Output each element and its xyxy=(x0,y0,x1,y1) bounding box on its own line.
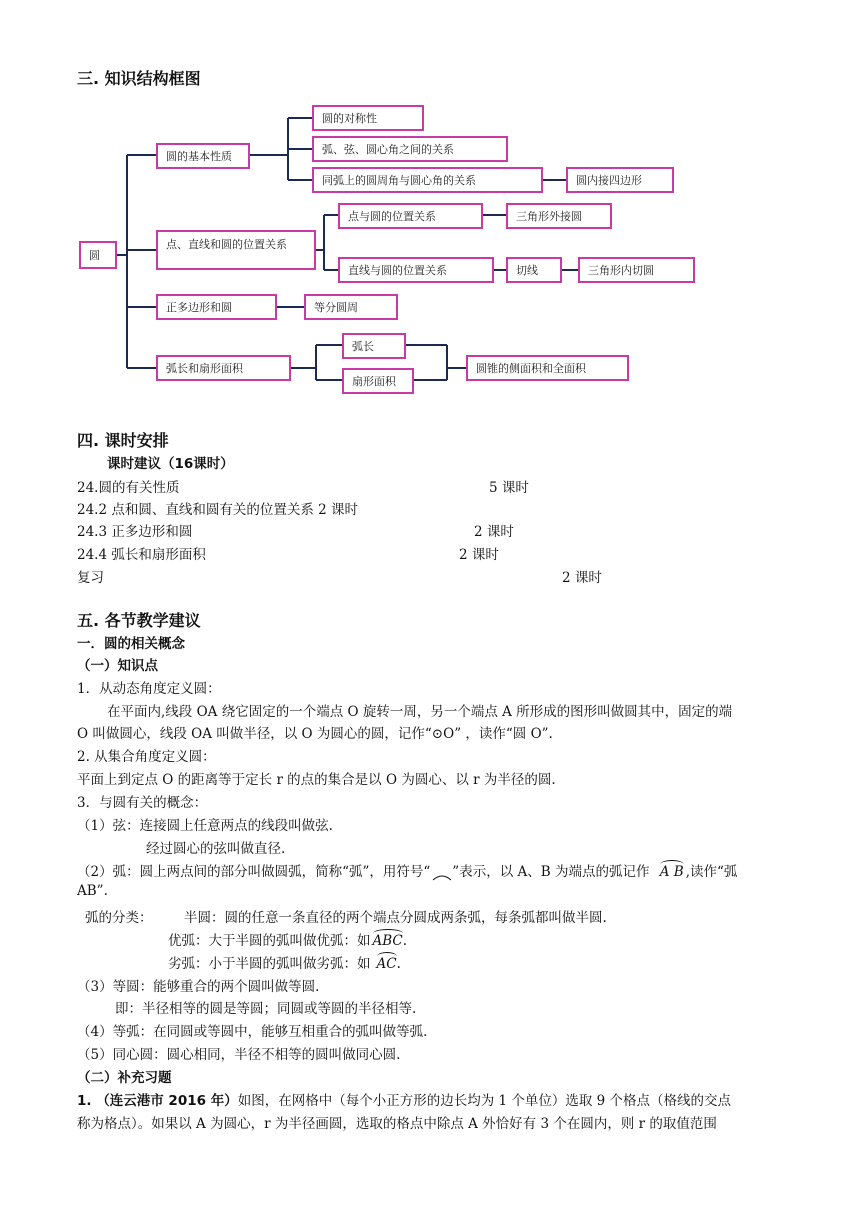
related-concepts-heading: 3．与圆有关的概念： xyxy=(77,795,208,811)
arc-abc-symbol: ABC xyxy=(372,933,403,949)
arc-ac-symbol: AC xyxy=(376,956,397,972)
semicircle-definition: 半圆：圆的任意一条直径的两个端点分圆成两条弧，每条弧都叫做半圆. xyxy=(184,910,607,926)
exercise-1-source: 1. （连云港市 2016 年） xyxy=(77,1093,238,1109)
schedule-row-name: 复习 xyxy=(77,570,104,586)
node-circumcircle: 三角形外接圆 xyxy=(506,203,612,229)
definition-dynamic-heading: 1．从动态角度定义圆： xyxy=(77,681,221,697)
node-basic-properties: 圆的基本性质 xyxy=(156,143,250,169)
subsection-knowledge-points: （一）知识点 xyxy=(77,658,158,674)
schedule-row-name: 24.圆的有关性质 xyxy=(77,480,180,496)
node-tangent: 切线 xyxy=(506,257,562,283)
node-cone-area: 圆锥的侧面积和全面积 xyxy=(466,355,629,381)
arc-definition-line-2: AB”. xyxy=(77,883,108,899)
major-arc-definition: 优弧：大于半圆的弧叫做优弧：如 ABC. xyxy=(168,933,408,949)
node-point-circle: 点与圆的位置关系 xyxy=(338,203,483,229)
exercise-1-line-1 xyxy=(77,1089,731,1109)
minor-arc-definition: 劣弧：小于半圆的弧叫做劣弧：如 AC. xyxy=(168,956,401,972)
lesson-suggestion-heading: 课时建议（16课时） xyxy=(107,456,234,472)
schedule-row-hours: 2 课时 xyxy=(562,570,602,586)
node-sector-area: 扇形面积 xyxy=(342,368,414,394)
section-4-title: 四. 课时安排 xyxy=(77,431,169,450)
node-arc-length: 弧长 xyxy=(342,333,406,359)
schedule-row-name: 24.4 弧长和扇形面积 xyxy=(77,547,206,563)
diameter-definition: 经过圆心的弦叫做直径. xyxy=(146,841,286,857)
arc-definition-part-c: ,读作“弧 xyxy=(685,864,738,880)
equal-circle-definition: （3）等圆：能够重合的两个圆叫做等圆. xyxy=(77,979,320,995)
node-inscribed-angle: 同弧上的圆周角与圆心角的关系 xyxy=(312,167,543,193)
equal-circle-note: 即：半径相等的圆是等圆；同圆或等圆的半径相等. xyxy=(115,1001,417,1017)
node-arc-sector: 弧长和扇形面积 xyxy=(156,355,291,381)
schedule-row-hours: 2 课时 xyxy=(474,524,514,540)
definition-dynamic-line-2: O 叫做圆心，线段 OA 叫做半径，以 O 为圆心的圆，记作“⊙O” ，读作“圆 O”. xyxy=(77,726,553,742)
node-incircle: 三角形内切圆 xyxy=(578,257,695,283)
node-cyclic-quadrilateral: 圆内接四边形 xyxy=(566,167,674,193)
arc-classification-label: 弧的分类： xyxy=(85,910,153,926)
node-equal-division: 等分圆周 xyxy=(304,294,398,320)
schedule-row-hours: 2 课时 xyxy=(459,547,499,563)
exercise-1-text: 如图，在网格中（每个小正方形的边长均为 1 个单位）选取 9 个格点（格线的交点 xyxy=(237,1093,732,1109)
section-3-title: 三. 知识结构框图 xyxy=(77,69,201,88)
node-regular-polygon: 正多边形和圆 xyxy=(156,294,277,320)
node-root: 圆 xyxy=(79,241,117,269)
arc-symbol-blank xyxy=(430,866,452,876)
schedule-row-name: 24.3 正多边形和圆 xyxy=(77,524,193,540)
node-symmetry: 圆的对称性 xyxy=(312,105,424,131)
concentric-definition: （5）同心圆：圆心相同，半径不相等的圆叫做同心圆. xyxy=(77,1047,401,1063)
schedule-row-name: 24.2 点和圆、直线和圆有关的位置关系 2 课时 xyxy=(77,502,359,518)
equal-arc-definition: （4）等弧：在同圆或等圆中，能够互相重合的弧叫做等弧. xyxy=(77,1024,428,1040)
knowledge-structure-connectors xyxy=(0,0,860,400)
definition-set-line: 平面上到定点 O 的距离等于定长 r 的点的集合是以 O 为圆心、以 r 为半径的圆. xyxy=(77,772,556,788)
arc-definition-part-a: （2）弧：圆上两点间的部分叫做圆弧，简称“弧”，用符号“ xyxy=(77,864,431,880)
definition-set-heading: 2. 从集合角度定义圆： xyxy=(77,749,216,765)
chord-definition: （1）弦：连接圆上任意两点的线段叫做弦. xyxy=(77,818,333,834)
definition-dynamic-line-1: 在平面内,线段 OA 绕它固定的一个端点 O 旋转一周，另一个端点 A 所形成的图形叫做圆其中，固定的端 xyxy=(107,704,733,720)
node-position-relations: 点、直线和圆的位置关系 xyxy=(156,230,316,270)
major-arc-text: 优弧：大于半圆的弧叫做优弧：如 xyxy=(168,933,371,949)
node-line-circle: 直线与圆的位置关系 xyxy=(338,257,494,283)
exercise-1-line-2: 称为格点）。如果以 A 为圆心，r 为半径画圆，选取的格点中除点 A 外恰好有 3 个在圆内，则 r 的取值范围 xyxy=(77,1116,717,1132)
arc-definition-line-1 xyxy=(77,860,737,880)
subsection-circle-concepts: 一．圆的相关概念 xyxy=(77,636,185,652)
subsection-exercises: （二）补充习题 xyxy=(77,1070,172,1086)
arc-definition-part-b: ”表示，以 A、B 为端点的弧记作 xyxy=(452,864,650,880)
minor-arc-text: 劣弧：小于半圆的弧叫做劣弧：如 xyxy=(168,956,371,972)
arc-ab-symbol: A B xyxy=(659,864,684,880)
section-5-title: 五. 各节教学建议 xyxy=(77,611,201,630)
node-arc-chord-angle: 弧、弦、圆心角之间的关系 xyxy=(312,136,508,162)
schedule-row-hours: 5 课时 xyxy=(489,480,529,496)
